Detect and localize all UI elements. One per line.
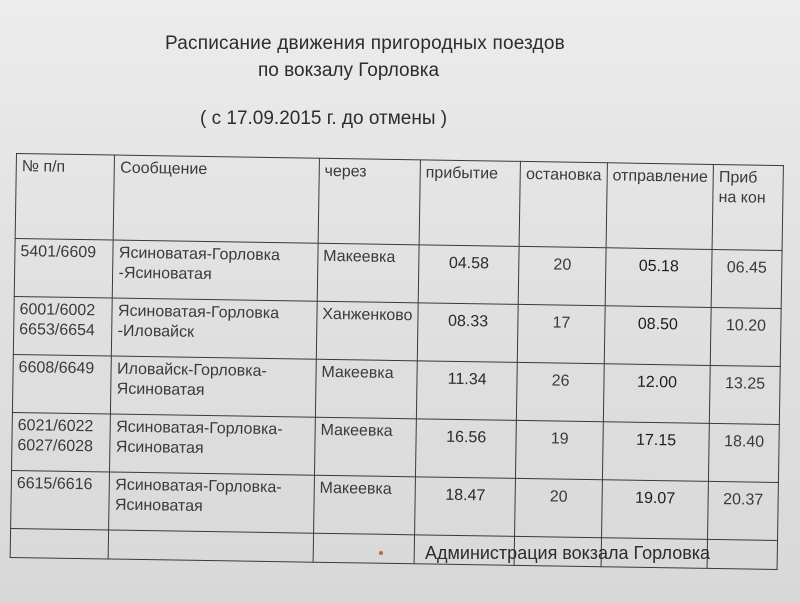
empty-cell bbox=[10, 528, 109, 559]
table-header-row bbox=[15, 154, 783, 251]
final-arrival-time: 06.45 bbox=[711, 249, 782, 308]
column-header-route: Сообщение bbox=[114, 155, 320, 243]
route-name: Ясиноватая-Горловка-Ясиноватая bbox=[109, 472, 314, 533]
schedule-table bbox=[10, 153, 784, 570]
final-arrival-time: 10.20 bbox=[710, 307, 781, 366]
arrival-time: 18.47 bbox=[415, 477, 516, 537]
departure-time: 05.18 bbox=[605, 248, 712, 308]
via-station: Макеевка bbox=[317, 243, 419, 303]
column-header-stop: остановка bbox=[519, 161, 607, 247]
departure-time: 12.00 bbox=[603, 364, 710, 424]
arrival-time: 16.56 bbox=[415, 419, 516, 479]
stop-duration: 20 bbox=[519, 246, 606, 305]
route-name: Иловайск-Горловка-Ясиноватая bbox=[111, 356, 316, 417]
ink-mark bbox=[379, 551, 383, 555]
column-header-via: через bbox=[318, 158, 420, 245]
via-station: Макеевка bbox=[313, 475, 415, 535]
arrival-time: 08.33 bbox=[417, 303, 518, 363]
column-header-arrival: прибытие bbox=[419, 160, 521, 247]
train-number: 6615/6616 bbox=[11, 470, 110, 530]
route-name: Ясиноватая-Горловка -Ясиноватая bbox=[113, 240, 318, 301]
arrival-time: 04.58 bbox=[418, 245, 519, 305]
via-station: Макеевка bbox=[315, 359, 417, 419]
final-arrival-time: 20.37 bbox=[708, 481, 779, 540]
train-number: 5401/6609 bbox=[14, 238, 113, 298]
stop-duration: 26 bbox=[517, 362, 604, 421]
document-title-station: по вокзалу Горловка bbox=[258, 60, 440, 81]
column-header-final-arrival: Приб на кон bbox=[712, 164, 783, 250]
route-name: Ясиноватая-Горловка -Иловайск bbox=[112, 298, 317, 359]
stop-duration: 19 bbox=[516, 420, 603, 479]
column-header-departure: отправление bbox=[606, 163, 714, 250]
final-arrival-time: 13.25 bbox=[710, 365, 781, 424]
stop-duration: 20 bbox=[515, 478, 602, 537]
departure-time: 17.15 bbox=[602, 422, 709, 482]
empty-cell bbox=[313, 533, 415, 564]
stop-duration: 17 bbox=[518, 304, 605, 363]
departure-time: 08.50 bbox=[604, 306, 711, 366]
empty-cell bbox=[109, 530, 314, 562]
column-header-number: № п/п bbox=[15, 154, 115, 241]
via-station: Ханженково bbox=[316, 301, 418, 361]
document-title: Расписание движения пригородных поездов bbox=[165, 33, 565, 54]
via-station: Макеевка bbox=[314, 417, 416, 477]
final-arrival-time: 18.40 bbox=[709, 423, 780, 482]
validity-period: ( с 17.09.2015 г. до отмены ) bbox=[200, 108, 448, 129]
train-number: 6001/6002 6653/6654 bbox=[13, 296, 112, 356]
train-number: 6608/6649 bbox=[12, 354, 111, 414]
empty-cell bbox=[707, 539, 777, 569]
arrival-time: 11.34 bbox=[416, 361, 517, 421]
departure-time: 19.07 bbox=[601, 480, 708, 540]
train-number: 6021/6022 6027/6028 bbox=[12, 412, 111, 472]
route-name: Ясиноватая-Горловка-Ясиноватая bbox=[110, 414, 315, 475]
administration-signature: Администрация вокзала Горловка bbox=[425, 543, 711, 563]
